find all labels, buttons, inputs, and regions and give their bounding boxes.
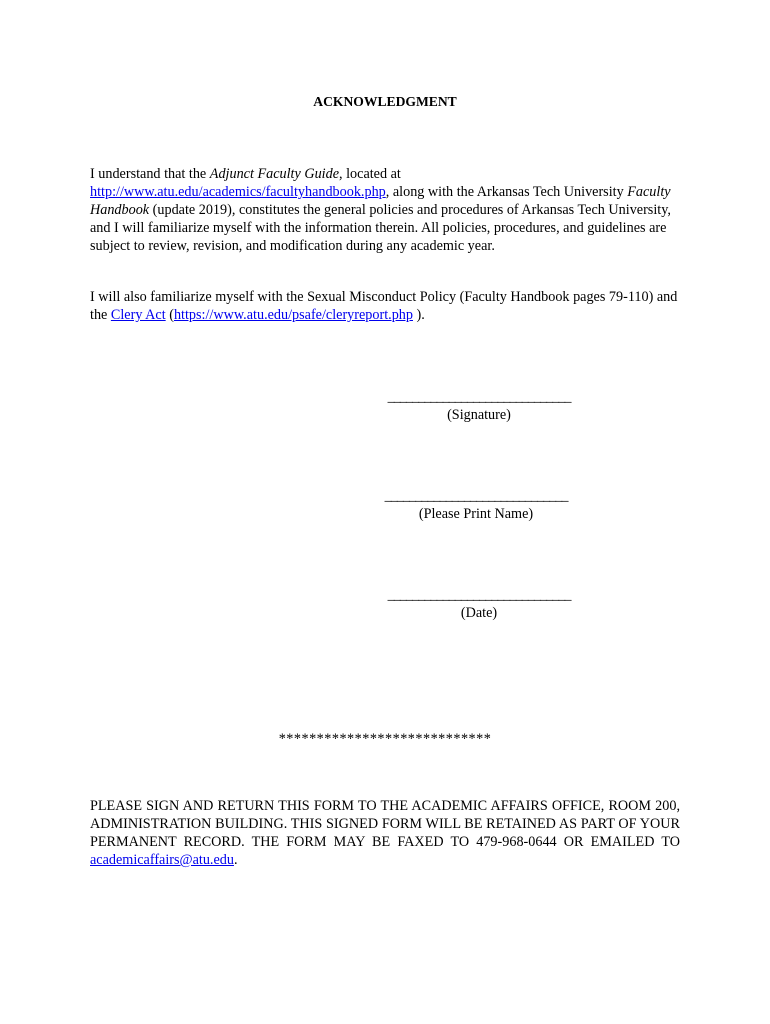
handbook-title: Faculty Handbook xyxy=(90,184,671,218)
instructions-paragraph xyxy=(90,797,680,869)
date-block xyxy=(364,588,594,622)
paragraph-text: , along with the Arkansas Tech University xyxy=(385,184,628,200)
signature-block xyxy=(364,390,594,424)
paragraph-text: I will also familiarize myself with the Sexual Misconduct Policy (Faculty Handbook pages 79-110) and the xyxy=(90,289,678,323)
instructions-text: PLEASE SIGN AND RETURN THIS FORM TO THE ACADEMIC AFFAIRS OFFICE, ROOM 200, ADMINISTRATION BUILDING. THIS SIGNED FORM WILL BE RETAINED AS PART OF YOUR PERMANENT RECORD. THE FORM MAY BE FAXED TO 479-968-0644 OR EMAILED TO xyxy=(90,798,680,850)
clery-report-link[interactable]: https://www.atu.edu/psafe/cleryreport.php xyxy=(173,307,413,323)
guide-title: Adjunct Faculty Guide xyxy=(209,166,340,182)
signature-line[interactable]: ______________________________ xyxy=(387,389,571,405)
email-link[interactable]: academicaffairs@atu.edu xyxy=(90,852,234,868)
date-line[interactable]: ______________________________ xyxy=(387,587,571,603)
print-name-line[interactable]: ______________________________ xyxy=(384,488,568,504)
clery-act-link[interactable]: Clery Act xyxy=(110,307,166,323)
acknowledgment-paragraph xyxy=(90,165,690,255)
paragraph-text: , located at xyxy=(339,166,401,182)
paragraph-text: I understand that the xyxy=(90,166,210,182)
date-label: (Date) xyxy=(460,605,498,621)
instructions-text: . xyxy=(233,852,238,868)
separator: **************************** xyxy=(278,731,492,747)
print-name-label: (Please Print Name) xyxy=(418,506,534,522)
page-title: ACKNOWLEDGMENT xyxy=(313,94,457,109)
print-name-block xyxy=(361,489,591,523)
paragraph-text: (update 2019), constitutes the general policies and procedures of Arkansas Tech University, and I will familiarize myself with the information therein. All policies, procedures, and guidelines are subject to review, revision, and modification during any academic year. xyxy=(90,202,671,254)
paragraph-text: ( xyxy=(165,307,174,323)
signature-label: (Signature) xyxy=(447,407,511,423)
paragraph-text: ). xyxy=(412,307,425,323)
faculty-handbook-link[interactable]: http://www.atu.edu/academics/facultyhandbook.php xyxy=(90,184,386,200)
policy-paragraph xyxy=(90,288,690,324)
